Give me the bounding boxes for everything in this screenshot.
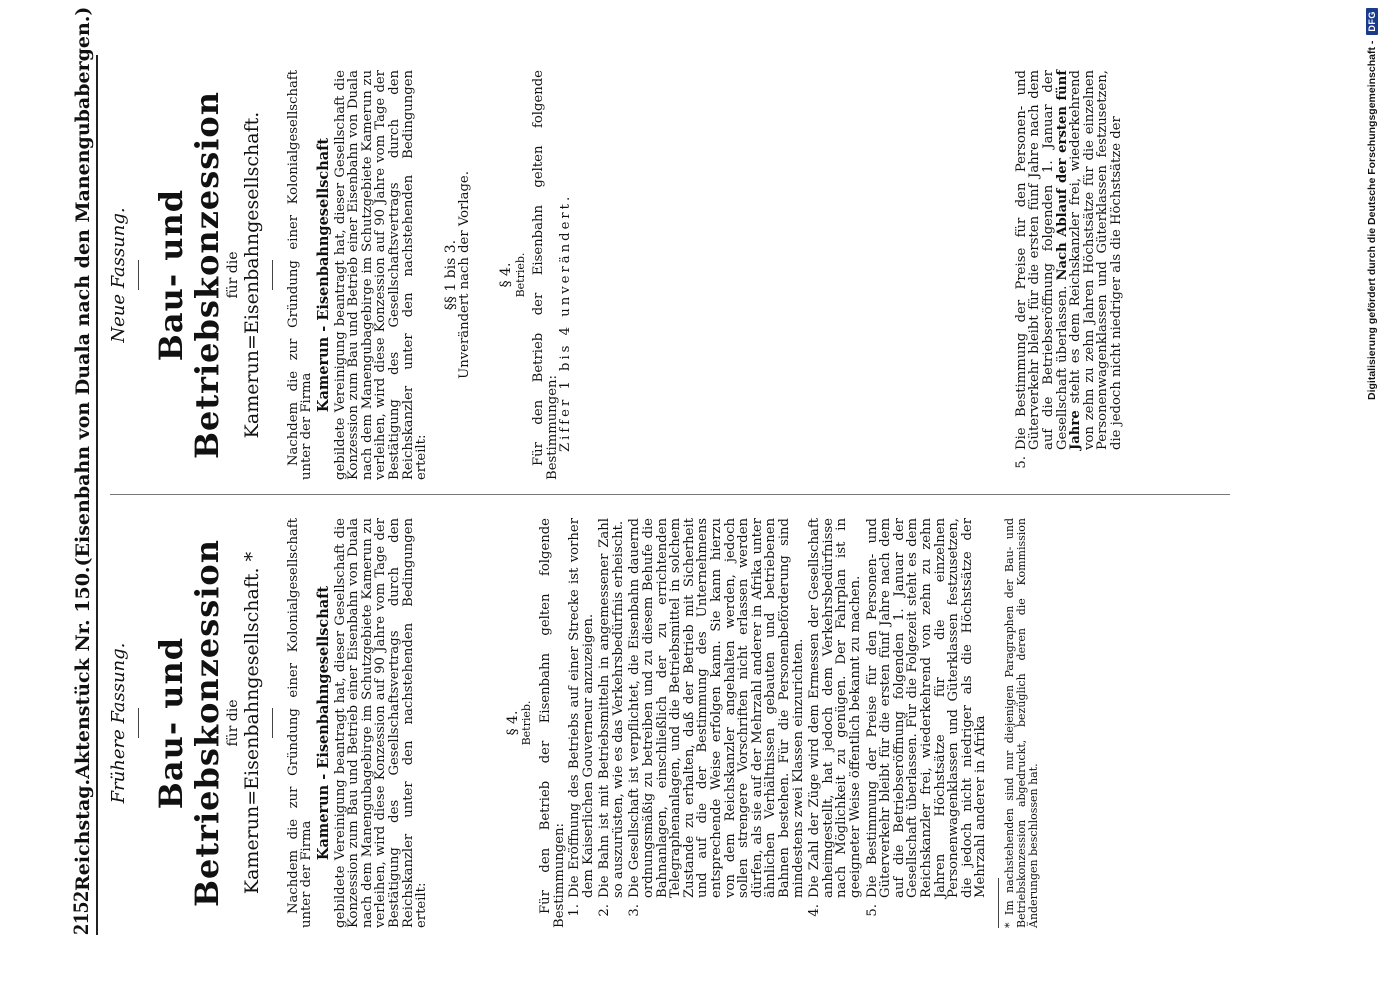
section-intro: Für den Betrieb der Eisenbahn gelten folgende Bestimmungen: xyxy=(537,518,567,928)
item5-emphasis: Nach Ablauf der ersten fünf Jahre xyxy=(1054,70,1084,450)
intro-text: Nachdem die zur Gründung einer Kolonialgesellschaft unter der Firma xyxy=(285,518,315,928)
intro-text: Nachdem die zur Gründung einer Kolonialgesellschaft unter der Firma xyxy=(285,70,315,480)
funding-note: Digitalisierung gefördert durch die Deutsche Forschungsgemeinschaft - xyxy=(1366,40,1378,400)
header-rule xyxy=(96,55,98,935)
short-rule xyxy=(272,260,273,290)
fuer-die: für die xyxy=(224,699,241,747)
list-item: 4. Die Zahl der Züge wird dem Ermessen der Gesellschaft anheimgestellt, hat jedoch dem Verkehrsbedürfnisse nach Möglichkeit zu genügen. Der Fahrplan ist in geeigneter Weise öffentlich bekannt zu machen. xyxy=(807,518,863,917)
section-number: § 4. xyxy=(504,710,521,736)
firm-name: Kamerun - Eisenbahngesellschaft xyxy=(314,585,332,861)
firm-name: Kamerun - Eisenbahngesellschaft xyxy=(314,137,332,413)
section-intro: Für den Betrieb der Eisenbahn gelten folgende Bestimmungen: xyxy=(531,70,560,480)
item5-text-b: steht es dem Reichskanzler frei, wiederkehrend von zehn zu zehn Jahren Höchstsätze für die einzelnen Personenwagenklassen und Güterklassen festzusetzen, die jedoch nicht niedriger als die Höchstsätze der xyxy=(1068,70,1125,450)
company-name: Kamerun=Eisenbahngesellschaft. xyxy=(241,111,264,439)
footnote-rule xyxy=(998,878,999,928)
section-number: § 4. xyxy=(497,262,514,288)
version-title: Frühere Fassung. xyxy=(108,642,129,804)
items-unchanged: Ziffer 1 bis 4 unverändert. xyxy=(558,193,574,452)
version-title: Neue Fassung. xyxy=(108,207,129,343)
running-head xyxy=(58,6,94,935)
footnote: * Im nachstehenden sind nur diejenigen Paragraphen der Bau- und Betriebskonzession abgedruckt, bezüglich deren die Kommission Änderungen beschlossen hat. xyxy=(1002,518,1040,928)
digitization-note xyxy=(1362,8,1382,992)
list-item: 2. Die Bahn ist mit Betriebsmitteln in angemessener Zahl so auszurüsten, wie es das Verkehrsbedürfnis erheischt. xyxy=(597,518,626,917)
list-item: 3. Die Gesellschaft ist verpflichtet, die Eisenbahn dauernd ordnungsmäßig zu betreiben und zu diesem Behufe die Bahnanlagen, einschließlich der zu errichtenden Telegraphenanlagen, und die Betriebsmittel in solchem Zustande zu erhalten, daß der Betrieb mit Sicherheit und auf die der Bestimmung des Unternehmens entsprechende Weise erfolgen kann. Sie kann hierzu von dem Reichskanzler angehalten werden, jedoch sollen strengere Vorschriften nicht erlassen werden dürfen, als sie auf der Mehrzahl anderer in Afrika unter ähnlichen Verhältnissen gebauten und betriebenen Bahnen bestehen. Für die Personenbeförderung sind mindestens zwei Klassen einzurichten. xyxy=(627,518,806,917)
left-column xyxy=(110,518,1250,928)
concession-title: Bau- und Betriebskonzession xyxy=(151,90,226,460)
short-rule xyxy=(138,260,139,290)
intro-text: gebildete Vereinigung beantragt hat, dieser Gesellschaft die Konzession zum Bau und Betrieb einer Eisenbahn von Duala nach dem Manengubagebirge im Schutzgebiete Kamerun zu verleihen, wird diese Konzession auf 90 Jahre vom Tage der Bestätigung des Gesellschaftsvertrags durch den Reichskanzler unter den nachstehenden Bedingungen erteilt: xyxy=(332,70,430,480)
list-item: 1. Die Eröffnung des Betriebs auf einer Strecke ist vorher dem Kaiserlichen Gouverneur anzuzeigen. xyxy=(567,518,596,917)
parliament-label: Reichstag. xyxy=(72,778,94,891)
company-name: Kamerun=Eisenbahngesellschaft. * xyxy=(241,551,264,895)
section-title: Betrieb. xyxy=(520,700,534,746)
document-number: Aktenstück Nr. 150. xyxy=(72,566,94,779)
short-rule xyxy=(272,708,273,738)
page-number: 2152 xyxy=(68,891,93,935)
right-column xyxy=(110,70,1250,480)
dfg-logo: DFG xyxy=(1366,8,1378,35)
fuer-die: für die xyxy=(224,251,241,299)
section-title: Betrieb. xyxy=(513,252,527,298)
unchanged-note: Unverändert nach der Vorlage. xyxy=(457,171,473,379)
item5-text-a: Die Bestimmung der Preise für den Personen- und Güterverkehr bleibt für die ersten fünf Jahre nach dem auf die Betriebseröffnung folgenden 1. Januar der Gesellschaft überlassen. xyxy=(1013,70,1070,450)
paragraphs-reference: §§ 1 bis 3. xyxy=(442,239,459,311)
short-rule xyxy=(138,708,139,738)
list-item: 5. Die Bestimmung der Preise für den Personen- und Güterverkehr bleibt für die ersten fünf Jahre nach dem auf die Betriebseröffnung folgenden 1. Januar der Gesellschaft überlassen. Für die Folgezeit steht es dem Reichskanzler frei, wiederkehrend von zehn zu zehn Jahren Höchstsätze für die einzelnen Personenwagenklassen und Güterklassen festzusetzen, die jedoch nicht niedriger als die Höchstsätze der Mehrzahl anderer in Afrika xyxy=(864,518,989,917)
list-item: 5. Die Bestimmung der Preise für den Personen- und Güterverkehr bleibt für die ersten fünf Jahre nach dem auf die Betriebseröffnung folgenden 1. Januar der Gesellschaft überlassen. Nach Ablauf der ersten fünf Jahre steht es dem Reichskanzler frei, wiederkehrend von zehn zu zehn Jahren Höchstsätze für die einzelnen Personenwagenklassen und Güterklassen festzusetzen, die jedoch nicht niedriger als die Höchstsätze der xyxy=(1013,70,1125,469)
concession-title: Bau- und Betriebskonzession xyxy=(151,538,226,908)
document-subject: (Eisenbahn von Duala nach den Manengubabergen.) xyxy=(72,6,94,567)
column-divider xyxy=(110,494,1230,495)
intro-text: gebildete Vereinigung beantragt hat, dieser Gesellschaft die Konzession zum Bau und Betrieb einer Eisenbahn von Duala nach dem Manengubagebirge im Schutzgebiete Kamerun zu verleihen, wird diese Konzession auf 90 Jahre vom Tage der Bestätigung des Gesellschaftsvertrags durch den Reichskanzler unter den nachstehenden Bedingungen erteilt: xyxy=(332,518,430,928)
